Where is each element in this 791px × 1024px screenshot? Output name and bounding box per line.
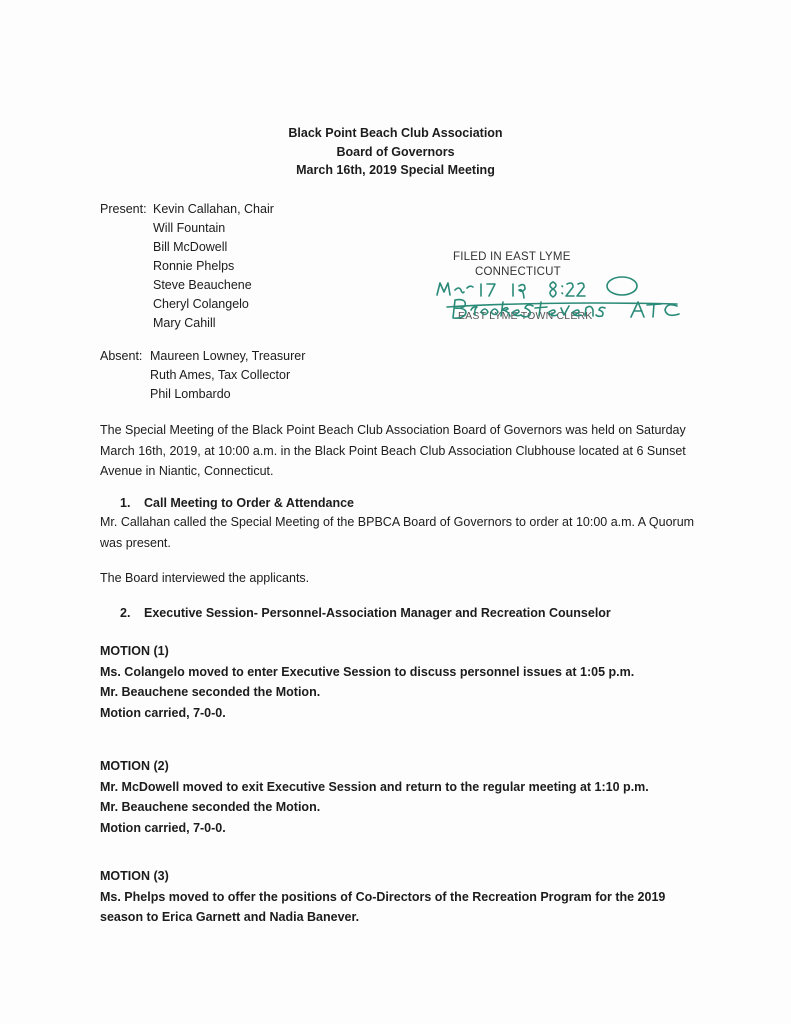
org-title: Black Point Beach Club Association bbox=[288, 126, 503, 140]
section-1-text: Mr. Callahan called the Special Meeting of the BPBCA Board of Governors to order at 10:00 a.m. A Quorum was present. bbox=[100, 515, 695, 550]
stamp-handwriting-signature bbox=[425, 250, 705, 330]
motion-result: Motion carried, 7-0-0. bbox=[100, 705, 226, 720]
motion-3 bbox=[100, 866, 700, 928]
board-title: Board of Governors bbox=[336, 144, 455, 159]
absent-member: Phil Lombardo bbox=[150, 387, 231, 401]
motion-text: Ms. Colangelo moved to enter Executive Session to discuss personnel issues at 1:05 p.m. bbox=[100, 664, 635, 679]
present-member: Kevin Callahan, Chair bbox=[153, 202, 274, 216]
stamp-line-filed: FILED IN EAST LYME bbox=[453, 251, 571, 263]
intro-paragraph: The Special Meeting of the Black Point Beach Club Association Board of Governors was held on Saturday March 16th, 2019, at 10:00 a.m. in the Black Point Beach Club Association Clubhouse located at 6 Sunset Avenue in Niantic, Connecticut. bbox=[100, 423, 686, 478]
motion-label: MOTION (3) bbox=[100, 869, 169, 883]
motion-1 bbox=[100, 641, 700, 723]
present-member: Bill McDowell bbox=[153, 240, 228, 254]
motion-second: Mr. Beauchene seconded the Motion. bbox=[100, 800, 321, 814]
section-heading-1 bbox=[120, 496, 354, 510]
present-member: Mary Cahill bbox=[153, 316, 216, 330]
stamp-line-clerk: EAST LYME TOWN CLERK bbox=[458, 310, 593, 322]
motion-second: Mr. Beauchene seconded the Motion. bbox=[100, 685, 321, 699]
motion-label: MOTION (2) bbox=[100, 759, 169, 773]
section-number: 1. bbox=[120, 496, 131, 510]
meeting-title: March 16th, 2019 Special Meeting bbox=[296, 163, 495, 177]
present-member: Cheryl Colangelo bbox=[153, 297, 249, 311]
section-title: Executive Session- Personnel-Association Manager and Recreation Counselor bbox=[144, 606, 611, 620]
present-member: Will Fountain bbox=[153, 221, 226, 235]
motion-result: Motion carried, 7-0-0. bbox=[100, 820, 226, 835]
motion-label: MOTION (1) bbox=[100, 644, 169, 658]
absent-label: Absent: bbox=[100, 349, 143, 363]
present-member: Steve Beauchene bbox=[153, 278, 252, 292]
clerk-filing-stamp bbox=[425, 250, 705, 330]
stamp-line-state: CONNECTICUT bbox=[475, 266, 561, 278]
present-member: Ronnie Phelps bbox=[153, 259, 235, 273]
section-title: Call Meeting to Order & Attendance bbox=[144, 496, 354, 510]
section-number: 2. bbox=[120, 606, 131, 620]
document-header bbox=[0, 124, 791, 180]
absent-member: Ruth Ames, Tax Collector bbox=[150, 368, 291, 382]
motion-text: Ms. Phelps moved to offer the positions of Co-Directors of the Recreation Program for the 2019 season to Erica Garnett and Nadia Banever. bbox=[100, 889, 666, 924]
motion-2 bbox=[100, 756, 700, 838]
section-1-note: The Board interviewed the applicants. bbox=[100, 571, 310, 585]
section-heading-2 bbox=[120, 606, 611, 620]
motion-text: Mr. McDowell moved to exit Executive Session and return to the regular meeting at 1:10 p.m. bbox=[100, 779, 649, 794]
absent-member: Maureen Lowney, Treasurer bbox=[150, 349, 306, 363]
present-label: Present: bbox=[100, 202, 147, 216]
